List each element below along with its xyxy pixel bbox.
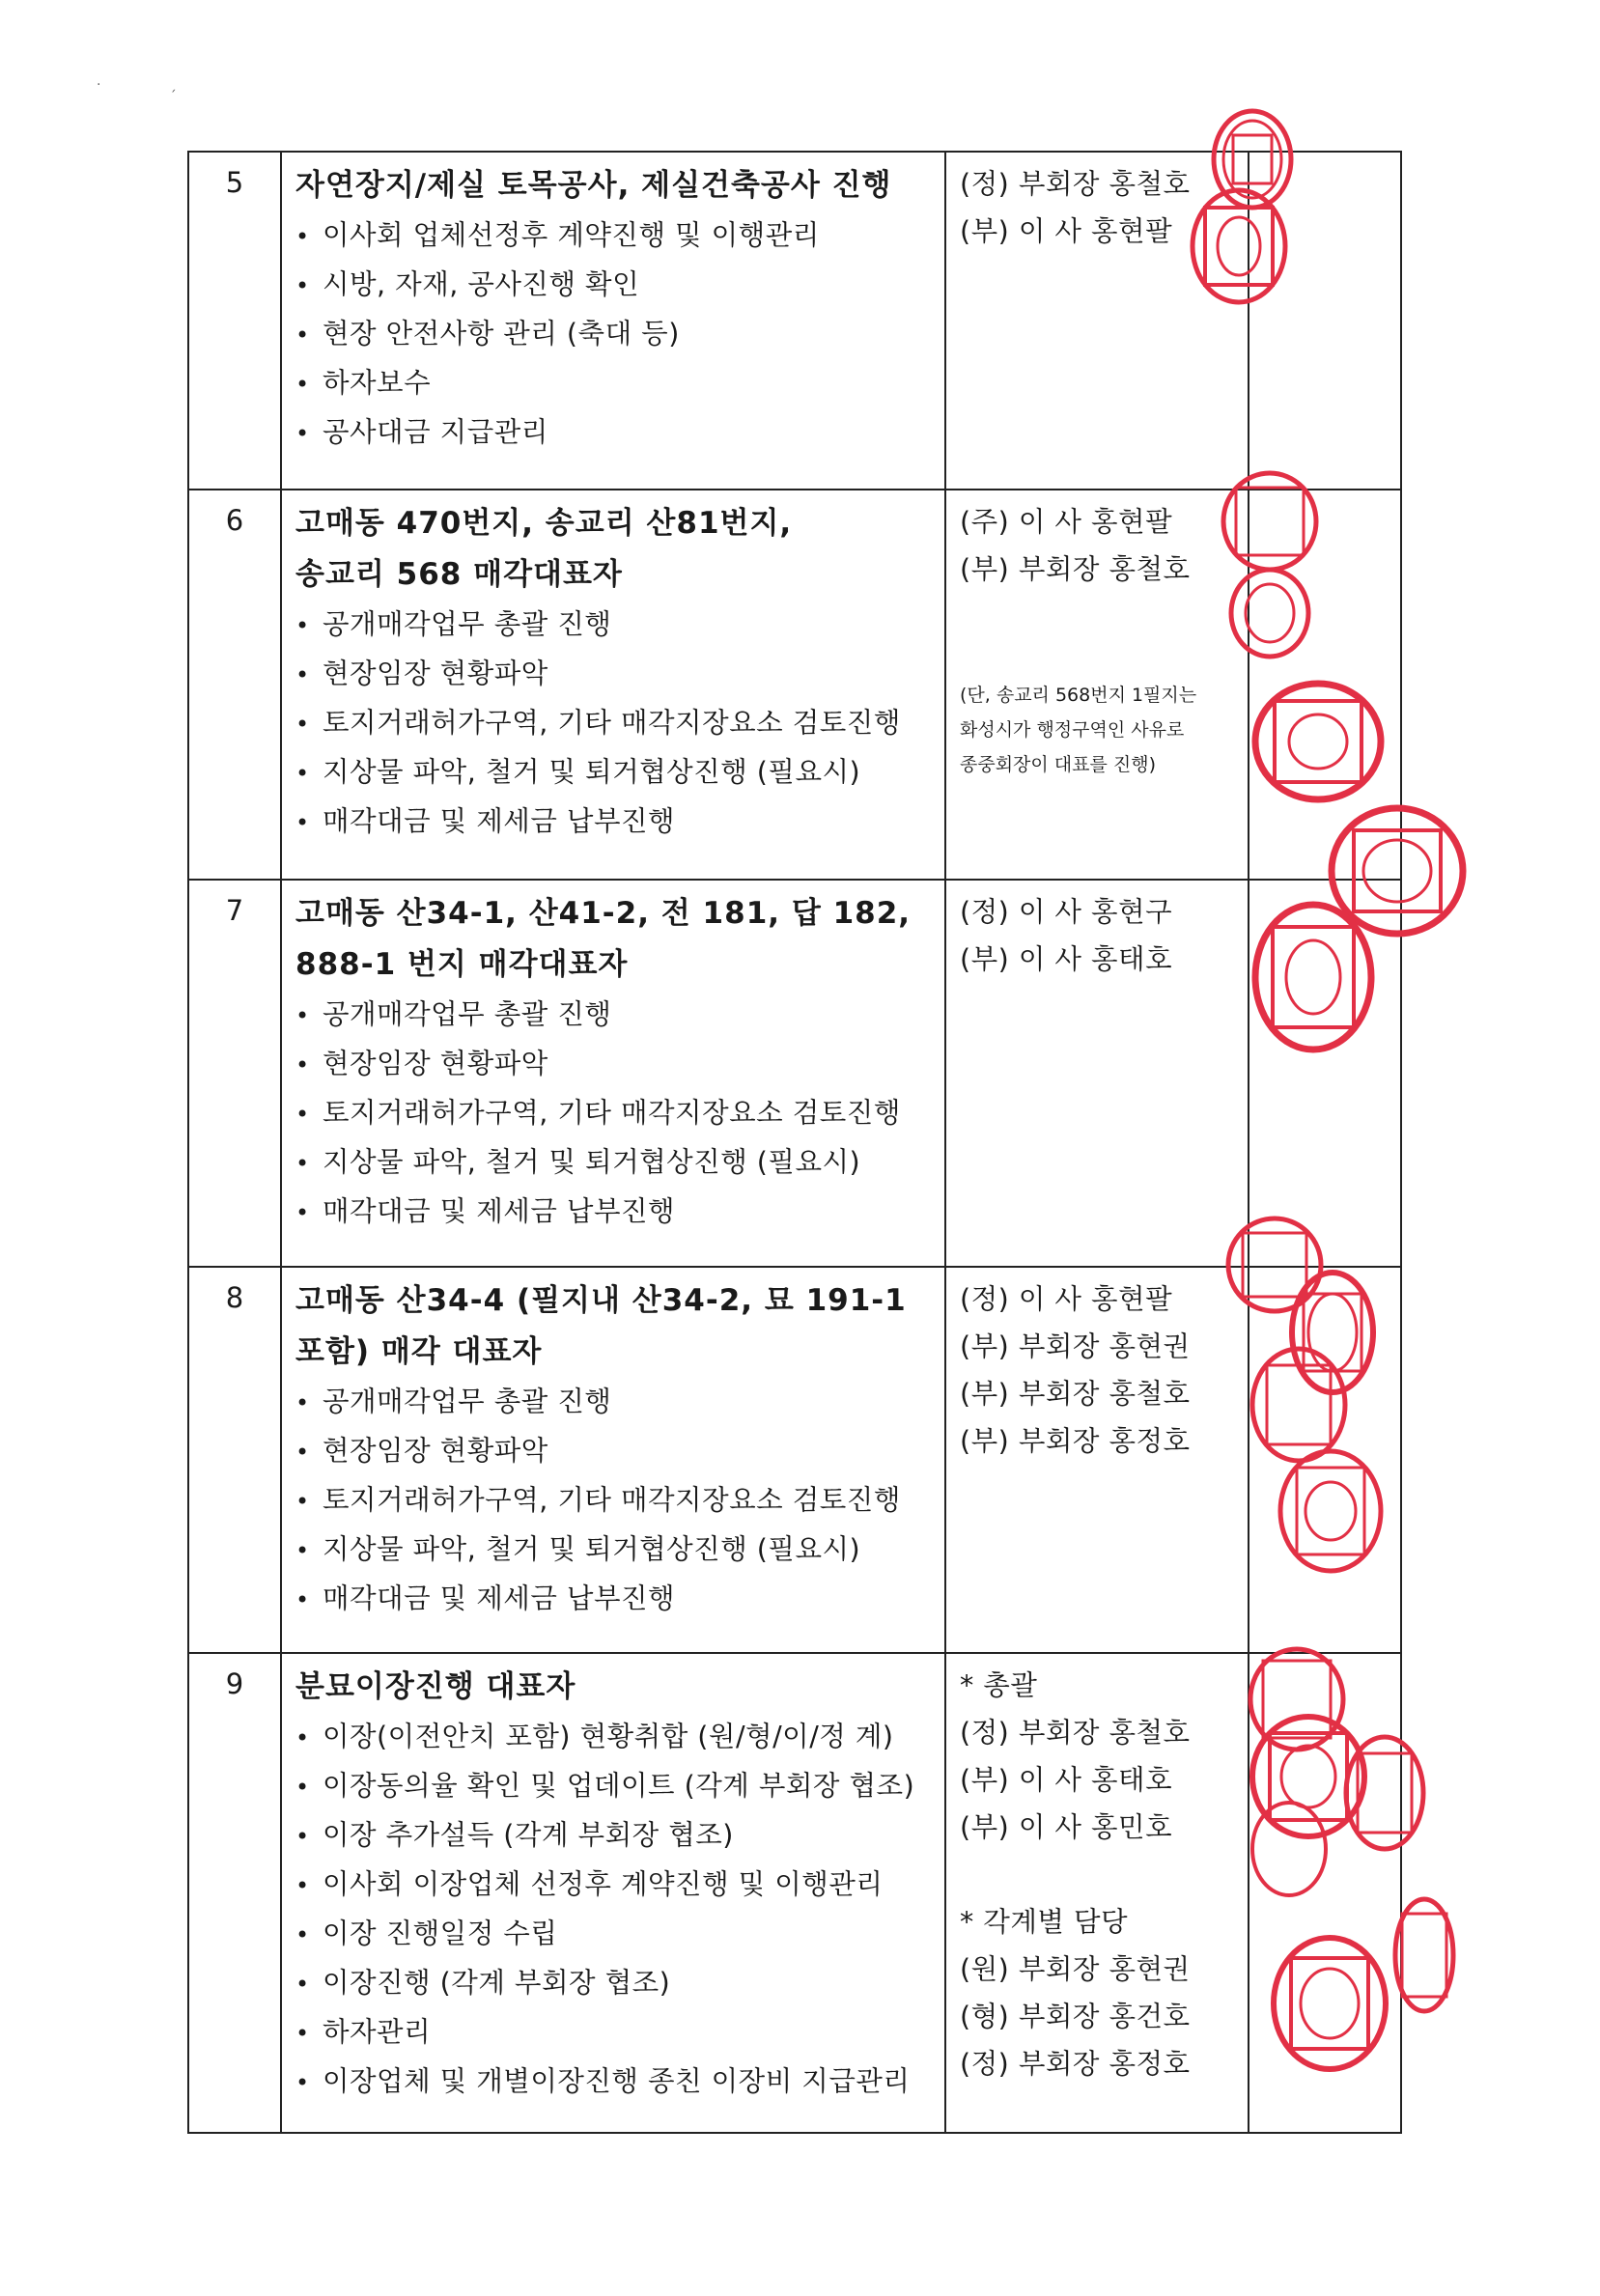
- task-item: • 이사회 업체선정후 계약진행 및 이행관리: [295, 211, 939, 261]
- task-title: 자연장지/제실 토목공사, 제실건축공사 진행: [295, 168, 892, 203]
- table-row: [188, 880, 1401, 1267]
- task-title: 포함) 매각 대표자: [295, 1334, 543, 1369]
- task-item: • 현장임장 현황파악: [295, 1427, 939, 1476]
- task-cell: [281, 1653, 945, 2133]
- table-row: [188, 1653, 1401, 2133]
- staff-line: (정) 부회장 홍철호: [960, 168, 1191, 200]
- staff-note: 화성시가 행정구역인 사유로: [960, 719, 1185, 741]
- staff-line: (정) 이 사 홍현구: [960, 896, 1173, 928]
- task-item: • 공개매각업무 총괄 진행: [295, 601, 939, 650]
- task-item: • 공사대금 지급관리: [295, 408, 939, 458]
- row-number: 6: [188, 490, 281, 880]
- task-item: • 매각대금 및 제세금 납부진행: [295, 1575, 939, 1624]
- task-item: • 지상물 파악, 철거 및 퇴거협상진행 (필요시): [295, 1138, 939, 1188]
- task-item: • 토지거래허가구역, 기타 매각지장요소 검토진행: [295, 1089, 939, 1138]
- staff-line: (부) 이 사 홍태호: [960, 1764, 1173, 1796]
- task-item: • 이장업체 및 개별이장진행 종친 이장비 지급관리: [295, 2058, 939, 2107]
- row-number: 5: [188, 152, 281, 490]
- task-item: • 하자관리: [295, 2008, 939, 2058]
- task-item: • 이장 추가설득 (각계 부회장 협조): [295, 1811, 939, 1861]
- scan-specks: · ˏ: [97, 77, 177, 93]
- task-item: • 이장 진행일정 수립: [295, 1910, 939, 1959]
- task-title: 송교리 568 매각대표자: [295, 557, 623, 592]
- task-item: • 공개매각업무 총괄 진행: [295, 991, 939, 1040]
- task-title: 고매동 470번지, 송교리 산81번지,: [295, 506, 793, 541]
- task-items: [295, 1378, 939, 1624]
- seal-cell: [1249, 490, 1401, 880]
- staff-line: (정) 부회장 홍철호: [960, 1717, 1191, 1749]
- seal-cell: [1249, 1653, 1401, 2133]
- staff-line: * 각계별 담당: [960, 1906, 1129, 1938]
- task-item: • 이장(이전안치 포함) 현황취합 (원/형/이/정 계): [295, 1713, 939, 1762]
- task-items: [295, 211, 939, 458]
- table-row: [188, 490, 1401, 880]
- task-title: 분묘이장진행 대표자: [295, 1669, 576, 1704]
- task-item: • 이장동의율 확인 및 업데이트 (각계 부회장 협조): [295, 1762, 939, 1811]
- staff-line: (주) 이 사 홍현팔: [960, 506, 1173, 538]
- staff-cell: [945, 880, 1249, 1267]
- task-item: • 이장진행 (각계 부회장 협조): [295, 1959, 939, 2008]
- task-title: 고매동 산34-1, 산41-2, 전 181, 답 182,: [295, 896, 912, 931]
- task-items: [295, 1713, 939, 2107]
- row-number: 7: [188, 880, 281, 1267]
- staff-cell: [945, 490, 1249, 880]
- row-number: 9: [188, 1653, 281, 2133]
- task-cell: [281, 152, 945, 490]
- task-title: 고매동 산34-4 (필지내 산34-2, 묘 191-1: [295, 1283, 907, 1318]
- seal-cell: [1249, 1267, 1401, 1653]
- staff-line: (정) 이 사 홍현팔: [960, 1283, 1173, 1315]
- task-title: 888-1 번지 매각대표자: [295, 947, 629, 982]
- task-item: • 토지거래허가구역, 기타 매각지장요소 검토진행: [295, 1476, 939, 1526]
- staff-line: (부) 부회장 홍현권: [960, 1330, 1191, 1362]
- table-row: [188, 1267, 1401, 1653]
- task-item: • 하자보수: [295, 359, 939, 408]
- task-item: • 지상물 파악, 철거 및 퇴거협상진행 (필요시): [295, 748, 939, 798]
- staff-line: * 총괄: [960, 1669, 1038, 1701]
- staff-line: (부) 이 사 홍현팔: [960, 215, 1173, 247]
- row-number: 8: [188, 1267, 281, 1653]
- staff-line: (부) 부회장 홍정호: [960, 1425, 1191, 1457]
- task-cell: [281, 1267, 945, 1653]
- staff-note: (단, 송교리 568번지 1필지는: [960, 685, 1197, 706]
- staff-line: (정) 부회장 홍정호: [960, 2048, 1191, 2080]
- task-item: • 이사회 이장업체 선정후 계약진행 및 이행관리: [295, 1861, 939, 1910]
- seal-cell: [1249, 880, 1401, 1267]
- staff-cell: [945, 152, 1249, 490]
- staff-line: (부) 이 사 홍태호: [960, 943, 1173, 975]
- table-row: [188, 152, 1401, 490]
- staff-line: (형) 부회장 홍건호: [960, 2001, 1191, 2032]
- task-items: [295, 601, 939, 847]
- staff-cell: [945, 1653, 1249, 2133]
- task-item: • 매각대금 및 제세금 납부진행: [295, 798, 939, 847]
- task-item: • 시방, 자재, 공사진행 확인: [295, 261, 939, 310]
- task-item: • 현장임장 현황파악: [295, 1040, 939, 1089]
- task-item: • 지상물 파악, 철거 및 퇴거협상진행 (필요시): [295, 1526, 939, 1575]
- task-item: • 현장임장 현황파악: [295, 650, 939, 699]
- task-item: • 토지거래허가구역, 기타 매각지장요소 검토진행: [295, 699, 939, 748]
- staff-line: (부) 이 사 홍민호: [960, 1811, 1173, 1843]
- task-item: • 현장 안전사항 관리 (축대 등): [295, 310, 939, 359]
- task-item: • 매각대금 및 제세금 납부진행: [295, 1188, 939, 1237]
- task-items: [295, 991, 939, 1237]
- staff-cell: [945, 1267, 1249, 1653]
- task-item: • 공개매각업무 총괄 진행: [295, 1378, 939, 1427]
- staff-note: 종중회장이 대표를 진행): [960, 754, 1157, 775]
- task-cell: [281, 880, 945, 1267]
- seal-cell: [1249, 152, 1401, 490]
- task-cell: [281, 490, 945, 880]
- staff-line: (부) 부회장 홍철호: [960, 1378, 1191, 1410]
- assignment-table: [187, 151, 1402, 2134]
- staff-line: (원) 부회장 홍현권: [960, 1953, 1191, 1985]
- staff-line: (부) 부회장 홍철호: [960, 553, 1191, 585]
